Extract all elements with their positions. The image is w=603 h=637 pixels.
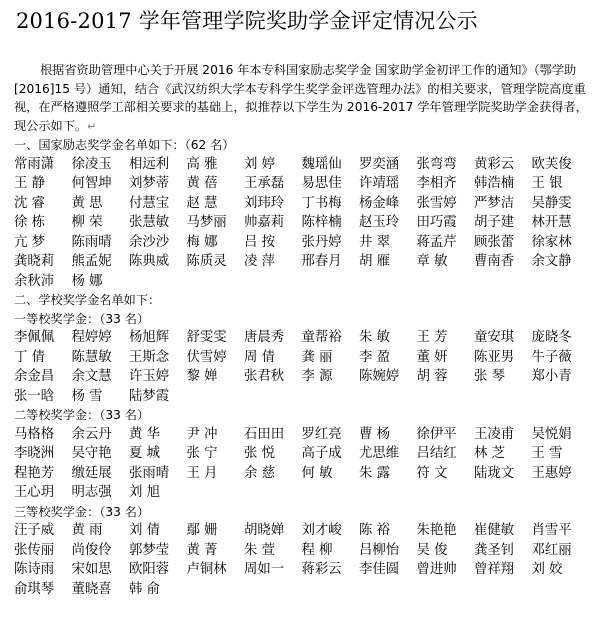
student-name: 李相齐 (416, 176, 457, 191)
student-name: 蒋彩云 (301, 562, 342, 577)
student-name: 余文静 (531, 254, 572, 269)
student-name: 尚俊伶 (71, 542, 112, 558)
student-name: 余秋沛 (14, 273, 55, 289)
student-name: 陈慧敏 (71, 349, 112, 365)
student-name: 易思佳 (301, 176, 342, 191)
student-name: 胡 蓉 (416, 369, 448, 384)
student-name: 李 源 (301, 369, 333, 384)
student-name: 顾张蕾 (474, 234, 515, 250)
student-name: 崔健敏 (474, 523, 515, 538)
student-name: 许靖瑶 (359, 176, 400, 191)
student-name: 朱 萱 (244, 542, 276, 558)
student-name: 陈雨晴 (71, 234, 112, 250)
student-name: 陈 裕 (359, 523, 391, 538)
student-name: 张一晗 (14, 388, 55, 404)
student-name: 陈质灵 (186, 254, 227, 269)
student-name: 王斯念 (129, 349, 170, 365)
student-name: 程艳芳 (14, 465, 55, 481)
student-name: 汪子威 (14, 523, 55, 538)
student-name: 刘玮玲 (244, 195, 285, 211)
student-name: 吕结红 (416, 446, 457, 461)
student-name: 丁 倩 (14, 349, 46, 365)
student-name: 熊孟妮 (71, 254, 112, 269)
student-name: 陆珑文 (474, 465, 515, 481)
student-name: 井 翠 (359, 234, 391, 250)
student-name: 陈典威 (129, 254, 170, 269)
student-name: 陈婉婷 (359, 369, 400, 384)
student-name: 蒋孟芹 (416, 234, 457, 250)
student-name: 王 芳 (416, 330, 448, 345)
student-name: 相远利 (129, 156, 170, 172)
student-name: 杨 娜 (71, 273, 103, 289)
student-name: 徐凌玉 (71, 156, 112, 172)
student-name: 卢铜林 (186, 562, 227, 577)
student-name: 梅 娜 (186, 234, 218, 250)
student-name: 周 倩 (244, 349, 276, 365)
student-name: 许玉婷 (129, 369, 170, 384)
student-name: 尤思维 (359, 446, 400, 461)
student-name: 王惠婷 (531, 465, 572, 481)
student-name: 吕 按 (244, 234, 276, 250)
student-name: 缴廷展 (71, 465, 112, 481)
section2-heading: 二、学校奖学金名单如下： (14, 293, 161, 307)
student-name: 马梦丽 (186, 215, 227, 230)
student-name: 黄 思 (71, 195, 103, 211)
student-name: 黄 蓓 (186, 176, 218, 191)
student-name: 童安琪 (474, 330, 515, 345)
student-name: 亢 梦 (14, 234, 46, 250)
student-name: 余 慈 (244, 465, 276, 481)
student-name: 邓红丽 (531, 542, 572, 558)
student-name: 张雪婷 (416, 195, 457, 211)
student-name: 鄢 姗 (186, 523, 218, 538)
student-name: 欧阳蓉 (129, 562, 170, 577)
student-name: 柳 荣 (71, 215, 103, 230)
student-name: 陆梦霞 (129, 388, 170, 404)
document-title: 2016-2017 学年管理学院奖助学金评定情况公示 (16, 9, 478, 33)
student-name: 杨 雪 (71, 388, 103, 404)
student-name: 陈诗雨 (14, 562, 55, 577)
student-name: 陈梓楠 (301, 215, 342, 230)
student-name: 舒雯雯 (186, 330, 227, 345)
student-name: 牛子薇 (531, 349, 572, 365)
student-name: 余文慧 (71, 369, 112, 384)
student-name: 张传丽 (14, 542, 55, 558)
student-name: 吴 俊 (416, 542, 448, 558)
student-name: 韩 俞 (129, 581, 161, 597)
student-name: 余沙沙 (129, 234, 170, 250)
student-name: 王 银 (531, 176, 563, 191)
student-name: 刘 婷 (244, 156, 276, 172)
student-name: 杨旭辉 (129, 330, 170, 345)
subsection-heading: 一等校奖学金：（33 名） (14, 311, 150, 326)
name-grid (14, 328, 600, 406)
student-name: 徐 栋 (14, 215, 46, 230)
student-name: 曾进帅 (416, 562, 457, 577)
section1-heading: 一、国家励志奖学金名单如下：（62 名） (14, 138, 235, 152)
student-name: 夏 城 (129, 446, 161, 461)
student-name: 朱 敏 (359, 330, 391, 345)
student-name: 吴守艳 (71, 446, 112, 461)
student-name: 黄 雨 (71, 523, 103, 538)
student-name: 徐家林 (531, 234, 572, 250)
student-name: 田巧霞 (416, 215, 457, 230)
student-name: 陈亚男 (474, 349, 515, 365)
student-name: 龚晓莉 (14, 254, 55, 269)
student-name: 龚圣钊 (474, 542, 515, 558)
student-name: 肖雪平 (531, 523, 572, 538)
name-grid (14, 425, 600, 503)
student-name: 俞琪琴 (14, 581, 55, 597)
student-name: 李佩佩 (14, 330, 55, 345)
student-name: 董晓喜 (71, 581, 112, 597)
student-name: 吴静雯 (531, 195, 572, 211)
student-name: 董 妍 (416, 349, 448, 365)
student-name: 沈 睿 (14, 195, 46, 211)
student-name: 张丹婷 (301, 234, 342, 250)
student-name: 张君秋 (244, 369, 285, 384)
student-name: 胡晓婵 (244, 523, 285, 538)
student-name: 刘梦蒂 (129, 176, 170, 191)
student-name: 胡 雁 (359, 254, 391, 269)
student-name: 黄彩云 (474, 156, 515, 172)
student-name: 黎 婵 (186, 369, 218, 384)
student-name: 朱艳艳 (416, 523, 457, 538)
student-name: 魏瑶仙 (301, 156, 342, 172)
student-name: 李 盈 (359, 349, 391, 365)
student-name: 王凌甫 (474, 426, 515, 442)
student-name: 王承磊 (244, 176, 285, 191)
student-name: 童帮裕 (301, 330, 342, 345)
student-name: 黄 华 (129, 426, 161, 442)
student-name: 符 文 (416, 465, 448, 481)
student-name: 程 柳 (301, 542, 333, 558)
student-name: 吴悦娟 (531, 426, 572, 442)
student-name: 王 月 (186, 465, 218, 481)
student-name: 唐晨秀 (244, 330, 285, 345)
student-name: 韩浩楠 (474, 176, 515, 191)
paragraph-mark-icon: ↵ (87, 119, 97, 133)
intro-paragraph (14, 61, 600, 136)
student-name: 丁书梅 (301, 195, 342, 211)
student-name: 林开慧 (531, 215, 572, 230)
student-name: 帅嘉莉 (244, 215, 285, 230)
student-name: 王 静 (14, 176, 46, 191)
name-grid (14, 521, 600, 599)
student-name: 张雨晴 (129, 465, 170, 481)
student-name: 严梦洁 (474, 195, 515, 211)
student-name: 余金昌 (14, 369, 55, 384)
student-name: 何 敏 (301, 465, 333, 481)
subsection-heading: 三等校奖学金：（33 名） (14, 504, 150, 519)
student-name: 尹 冲 (186, 426, 218, 442)
student-name: 郑小青 (531, 369, 572, 384)
student-name: 徐伊平 (416, 426, 457, 442)
student-name: 张 宁 (186, 446, 218, 461)
student-name: 黄 菁 (186, 542, 218, 558)
student-name: 赵玉玲 (359, 215, 400, 230)
student-name: 伏雪婷 (186, 349, 227, 365)
student-name: 李晓洲 (14, 446, 55, 461)
student-name: 刘 倩 (129, 523, 161, 538)
student-name: 郭梦莹 (129, 542, 170, 558)
student-name: 朱 露 (359, 465, 391, 481)
student-name: 刘才峻 (301, 523, 342, 538)
student-name: 何智坤 (71, 176, 112, 191)
subsection-heading: 二等校奖学金：（33 名） (14, 408, 150, 422)
student-name: 庞晓冬 (531, 330, 572, 345)
document-body (14, 61, 600, 599)
student-name: 张慧敏 (129, 215, 170, 230)
student-name: 高 雅 (186, 156, 218, 172)
student-name: 周如一 (244, 562, 285, 577)
student-name: 程婷婷 (71, 330, 112, 345)
student-name: 龚 丽 (301, 349, 333, 365)
student-name: 赵 慧 (186, 195, 218, 211)
student-name: 章 敏 (416, 254, 448, 269)
student-name: 明志强 (71, 485, 112, 500)
student-name: 胡子建 (474, 215, 515, 230)
student-name: 王心玥 (14, 485, 55, 500)
student-name: 常雨潇 (14, 156, 55, 172)
student-name: 余云丹 (71, 426, 112, 442)
student-name: 林 芝 (474, 446, 506, 461)
student-name: 曾祥翔 (474, 562, 515, 577)
name-grid (14, 155, 600, 292)
student-name: 凌 萍 (244, 254, 276, 269)
student-name: 李佳圆 (359, 562, 400, 577)
student-name: 高子成 (301, 446, 342, 461)
student-name: 刘 旭 (129, 485, 161, 500)
student-name: 张弯弯 (416, 156, 457, 172)
student-name: 曹 杨 (359, 426, 391, 442)
student-name: 罗红亮 (301, 426, 342, 442)
student-name: 吕柳怡 (359, 542, 400, 558)
student-name: 王 雪 (531, 446, 563, 461)
student-name: 邢春月 (301, 254, 342, 269)
student-name: 宋如思 (71, 562, 112, 577)
student-name: 石田田 (244, 426, 285, 442)
intro-text: 根据省资助管理中心关于开展 2016 年本专科国家励志奖学金 国家助学金初评工作的通知》（鄂学助[2016]15 号）通知，结合《武汉纺织大学本专科学生奖学金评选管理办法》的相关要求，管理学院高度重视，在严格遵照学工部相关要求的基础上，拟推荐以下学生为 2016-2017 学年管理学院奖助学金获得者，现公示如下。 (14, 63, 588, 133)
student-name: 曹南香 (474, 254, 515, 269)
student-name: 杨金峰 (359, 195, 400, 211)
student-name: 欧芙俊 (531, 156, 572, 172)
student-name: 付慧宝 (129, 195, 170, 211)
student-name: 罗奕涵 (359, 156, 400, 172)
student-name: 刘 姣 (531, 562, 563, 577)
student-name: 张 琴 (474, 369, 506, 384)
student-name: 马格格 (14, 426, 55, 442)
student-name: 张 悦 (244, 446, 276, 461)
